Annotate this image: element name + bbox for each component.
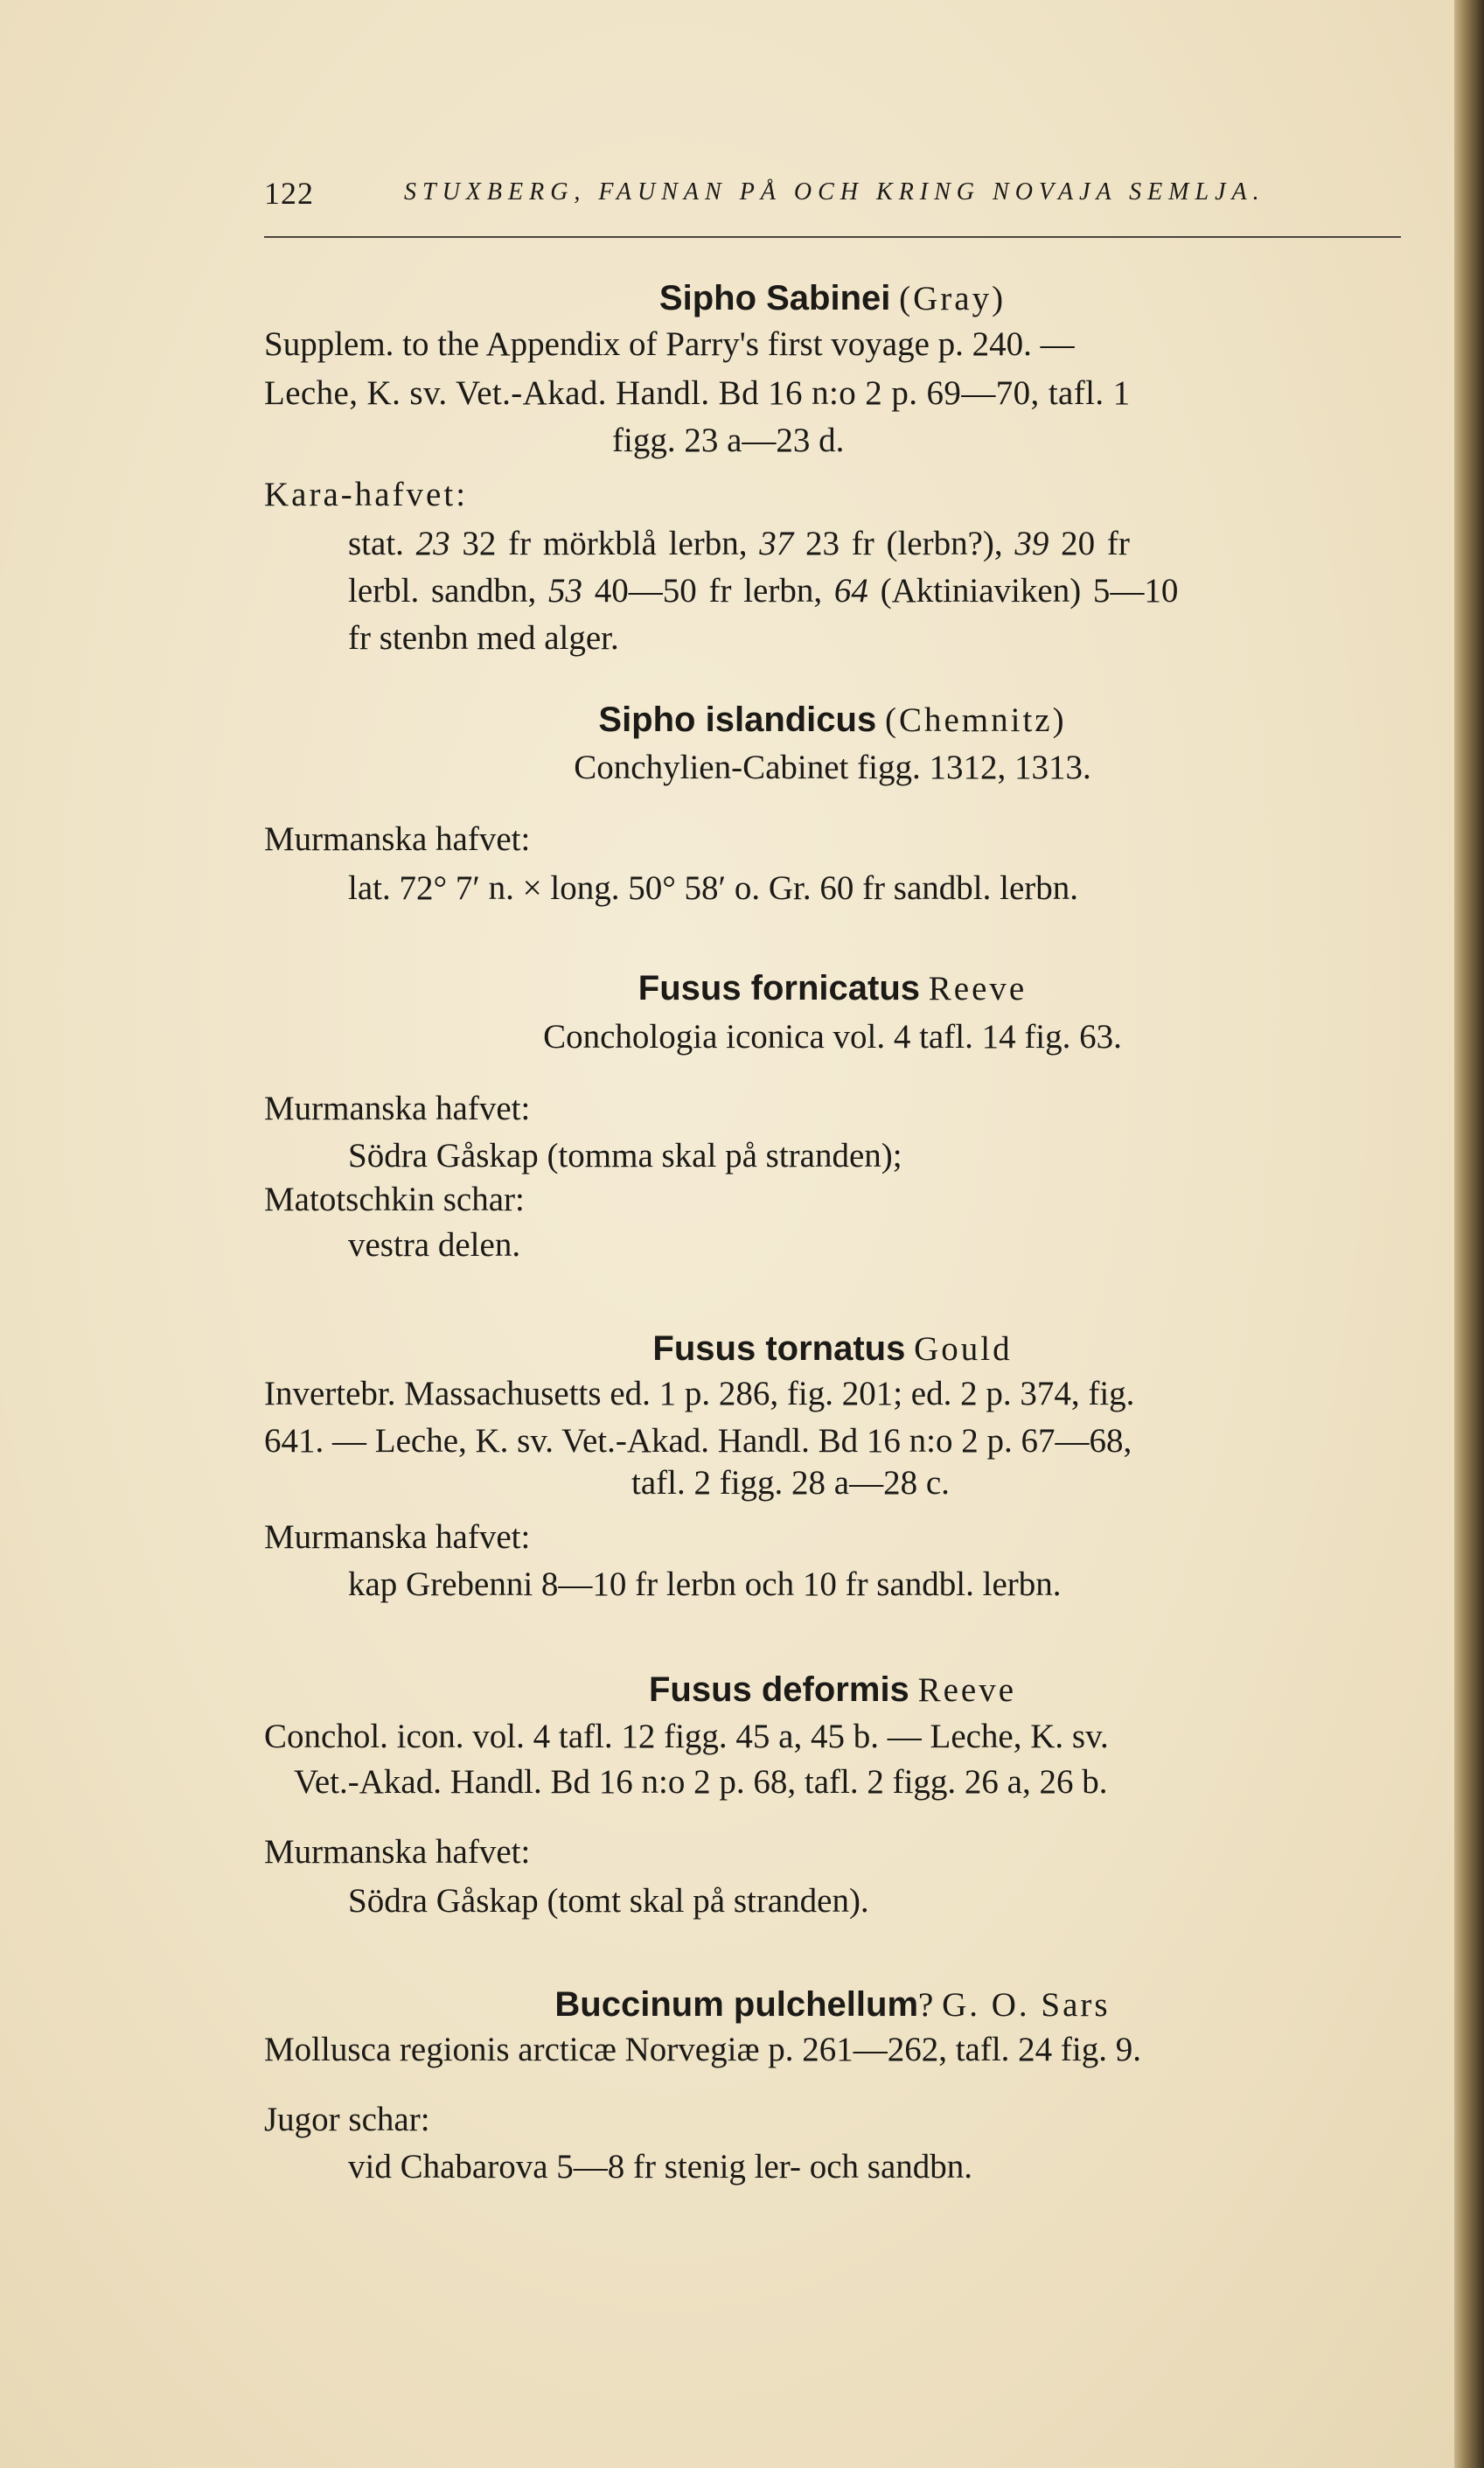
species-heading (264, 697, 1401, 743)
page-header (264, 175, 1401, 227)
species-author: G. O. Sars (942, 1986, 1111, 2024)
species-name: Fusus fornicatus (637, 969, 921, 1007)
reference-line: Leche, K. sv. Vet.-Akad. Handl. Bd 16 n:o 2 p. 69—70, tafl. 1 (264, 374, 1131, 412)
reference-line: Conchologia iconica vol. 4 tafl. 14 fig. 63. (543, 1018, 1122, 1056)
species-name: Fusus tornatus (652, 1329, 906, 1368)
station-number: 64 (833, 572, 868, 610)
region-label: Murmanska hafvet: (264, 1090, 531, 1127)
reference-line: Invertebr. Massachusetts ed. 1 p. 286, fig. 201; ed. 2 p. 374, fig. (264, 1375, 1135, 1412)
species-heading (264, 966, 1401, 1012)
station-number: 39 (1014, 525, 1049, 562)
species-author: Gould (914, 1330, 1013, 1368)
page-number: 122 (264, 176, 314, 211)
reference-line: Vet.-Akad. Handl. Bd 16 n:o 2 p. 68, tafl. 2 figg. 26 a, 26 b. (294, 1763, 1108, 1801)
species-name: Fusus deformis (648, 1670, 909, 1709)
header-rule (264, 236, 1401, 238)
species-author: Reeve (928, 970, 1028, 1007)
station-number: 37 (759, 525, 794, 562)
reference-line: Mollusca regionis arcticæ Norvegiæ p. 261—262, tafl. 24 fig. 9. (264, 2031, 1141, 2068)
locality-line: Södra Gåskap (tomt skal på stranden). (348, 1882, 869, 1920)
species-author: (Chemnitz) (884, 701, 1067, 739)
region-label: Matotschkin schar: (264, 1181, 525, 1218)
reference-line: figg. 23 a—23 d. (612, 422, 845, 459)
book-spine-shadow (1454, 0, 1484, 2468)
species-name: Sipho Sabinei (658, 279, 891, 317)
locality-line: Södra Gåskap (tomma skal på stranden); (348, 1137, 902, 1175)
locality-line: vestra delen. (348, 1226, 521, 1264)
locality-line: vid Chabarova 5—8 fr stenig ler- och sandbn. (348, 2148, 973, 2186)
reference-line: Supplem. to the Appendix of Parry's first voyage p. 240. — (264, 325, 1075, 363)
locality-line: kap Grebenni 8—10 fr lerbn och 10 fr sandbl. lerbn. (348, 1565, 1062, 1603)
reference-line: Conchol. icon. vol. 4 tafl. 12 figg. 45 a, 45 b. — Leche, K. sv. (264, 1718, 1109, 1755)
species-heading (264, 1982, 1401, 2028)
locality-line: lerbl. sandbn, 53 40—50 fr lerbn, 64 (Aktiniaviken) 5—10 (348, 572, 1179, 610)
species-name: Sipho islandicus (598, 701, 877, 739)
species-name: Buccinum pulchellum (554, 1985, 919, 2024)
reference-line: Conchylien-Cabinet figg. 1312, 1313. (574, 749, 1091, 786)
region-label: Murmanska hafvet: (264, 1833, 531, 1871)
region-label: Kara-hafvet: (264, 476, 469, 513)
reference-line: 641. — Leche, K. sv. Vet.-Akad. Handl. Bd 16 n:o 2 p. 67—68, (264, 1422, 1132, 1460)
locality-line: stat. 23 32 fr mörkblå lerbn, 37 23 fr (lerbn?), 39 20 fr (348, 525, 1130, 562)
running-title: STUXBERG, FAUNAN PÅ OCH KRING NOVAJA SEMLJA. (404, 178, 1265, 206)
region-label: Murmanska hafvet: (264, 1518, 531, 1556)
region-label: Murmanska hafvet: (264, 820, 531, 858)
species-author: (Gray) (899, 280, 1007, 317)
species-author: Reeve (917, 1671, 1017, 1709)
species-heading (264, 1667, 1401, 1713)
locality-line: lat. 72° 7′ n. × long. 50° 58′ o. Gr. 60 fr sandbl. lerbn. (348, 869, 1078, 907)
locality-line: fr stenbn med alger. (348, 619, 619, 657)
species-heading (264, 275, 1401, 322)
query-mark: ? (918, 1986, 934, 2024)
station-number: 23 (415, 525, 450, 562)
region-label: Jugor schar: (264, 2101, 430, 2138)
species-heading (264, 1326, 1401, 1372)
station-number: 53 (547, 572, 582, 610)
reference-line: tafl. 2 figg. 28 a—28 c. (631, 1464, 950, 1502)
